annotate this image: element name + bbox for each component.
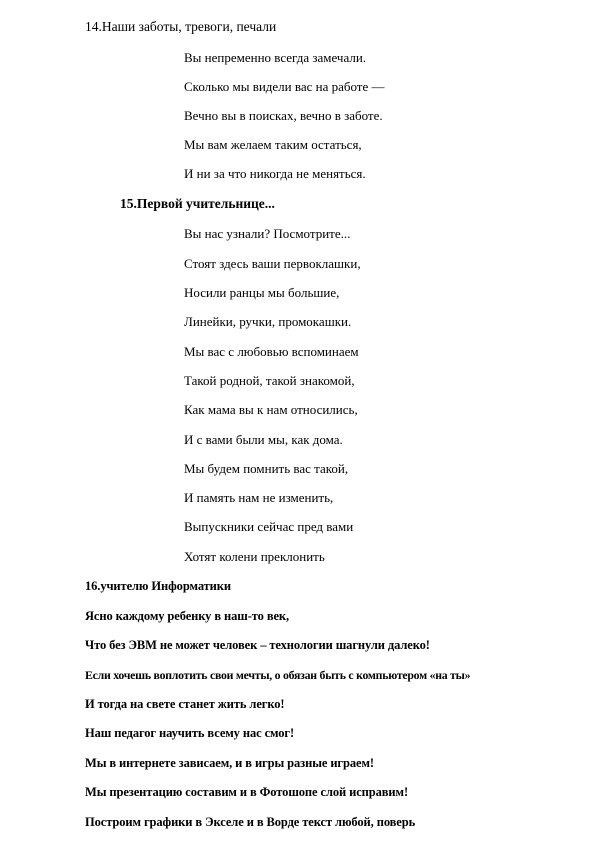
poem-line: Сколько мы видели вас на работе — — [184, 79, 385, 94]
poem-line: И ни за что никогда не меняться. — [184, 166, 366, 181]
poem-line: Мы в интернете зависаем, и в игры разные играем! — [85, 756, 374, 770]
poem-line: Наш педагог научить всему нас смог! — [85, 726, 295, 740]
poem-line: Что без ЭВМ не может человек – технологии шагнули далеко! — [85, 638, 430, 652]
poem-line: Такой родной, такой знакомой, — [184, 373, 355, 388]
poem-line: Линейки, ручки, промокашки. — [184, 314, 352, 329]
section-14-heading: 14.Наши заботы, тревоги, печали — [85, 19, 277, 34]
poem-line: И с вами были мы, как дома. — [184, 432, 343, 447]
poem-line: Мы вас с любовью вспоминаем — [184, 344, 359, 359]
poem-line: Построим графики в Экселе и в Ворде текст любой, поверь — [85, 815, 416, 829]
section-15-heading: 15.Первой учительнице... — [120, 196, 275, 211]
poem-line: Ясно каждому ребенку в наш-то век, — [85, 609, 290, 623]
poem-line: Мы будем помнить вас такой, — [184, 461, 349, 476]
poem-line: Выпускники сейчас пред вами — [184, 519, 354, 534]
poem-line: И память нам не изменить, — [184, 490, 334, 505]
poem-line: И тогда на свете станет жить легко! — [85, 697, 285, 711]
poem-line: Вечно вы в поисках, вечно в заботе. — [184, 108, 383, 123]
poem-line: Вы непременно всегда замечали. — [184, 50, 367, 65]
poem-line: Вы нас узнали? Посмотрите... — [184, 226, 351, 241]
poem-line: Мы вам желаем таким остаться, — [184, 137, 362, 152]
poem-line: Стоят здесь ваши первоклашки, — [184, 256, 361, 271]
poem-line: Мы презентацию составим и в Фотошопе слой исправим! — [85, 785, 409, 799]
section-16-heading: 16.учителю Информатики — [85, 579, 231, 593]
poem-line: Как мама вы к нам относились, — [184, 402, 358, 417]
poem-line: Хотят колени преклонить — [184, 549, 325, 564]
poem-line: Если хочешь воплотить свои мечты, о обязан быть с компьютером «на ты» — [85, 668, 471, 682]
poem-line: Носили ранцы мы большие, — [184, 285, 340, 300]
